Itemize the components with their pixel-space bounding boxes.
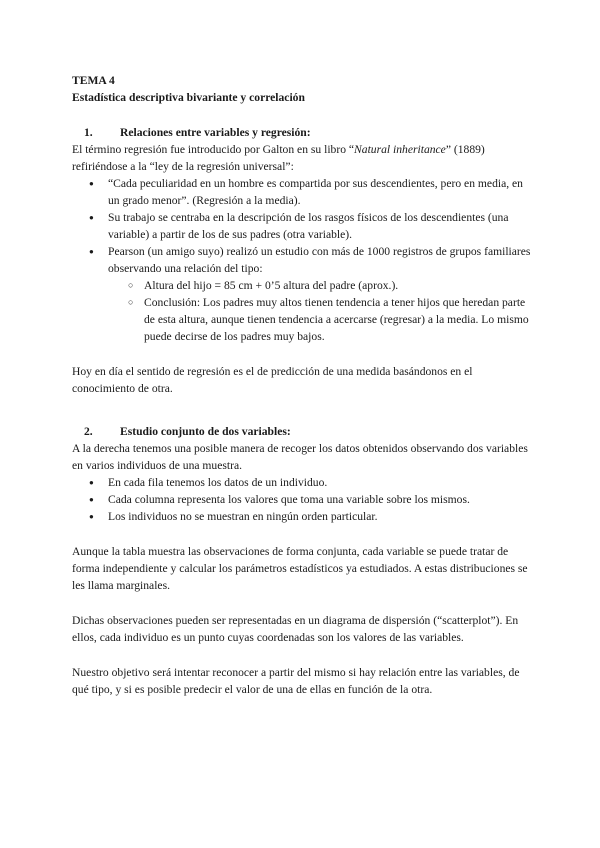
section-2-paragraph-objetivo: Nuestro objetivo será intentar reconocer a partir del mismo si hay relación entre las variables, de qué tipo, y si es posible predecir el valor de una de ellas en función de la otra. xyxy=(72,666,520,696)
list-item: ● “Cada peculiaridad en un hombre es compartida por sus descendientes, pero en media, en un grado menor”. (Regresión a la media). xyxy=(72,175,532,209)
section-2-intro: A la derecha tenemos una posible manera de recoger los datos obtenidos observando dos variables en varios individuos de una muestra. xyxy=(72,442,528,472)
list-item: ● Su trabajo se centraba en la descripción de los rasgos físicos de los descendientes (una variable) a partir de los de sus padres (otra variable). xyxy=(72,209,532,243)
section-1-title: Relaciones entre variables y regresión: xyxy=(120,126,311,139)
section-2-paragraph-marginales: Aunque la tabla muestra las observaciones de forma conjunta, cada variable se puede tratar de forma independiente y calcular los parámetros estadísticos ya estudiados. A estas distribuciones se les llama marginales. xyxy=(72,545,528,592)
section-1-number: 1. xyxy=(84,126,93,139)
list-item: ● Los individuos no se muestran en ningún orden particular. xyxy=(72,508,532,525)
list-item: ● Cada columna representa los valores que toma una variable sobre los mismos. xyxy=(72,491,532,508)
section-1-closing: Hoy en día el sentido de regresión es el de predicción de una medida basándonos en el conocimiento de otra. xyxy=(72,365,473,395)
section-2-number: 2. xyxy=(84,425,93,438)
section-2-bullet-list xyxy=(72,474,532,525)
section-1-heading xyxy=(72,124,532,141)
list-item: ● Pearson (un amigo suyo) realizó un estudio con más de 1000 registros de grupos familiares observando una relación del tipo: ○ Altura del hijo = 85 cm + 0’5 altura del padre (aprox.). ○ Conclusión: Los padres muy altos tienen tendencia a tener hijos que heredan parte de esta altura, aunque tienen tendencia a acercarse (regresar) a la media. Lo mismo puede decirse de los padres muy bajos. xyxy=(72,243,532,345)
section-1-sub-list xyxy=(108,277,532,345)
document-page xyxy=(72,72,532,698)
document-subtitle: Estadística descriptiva bivariante y correlación xyxy=(72,91,305,104)
sub-list-item: ○ Altura del hijo = 85 cm + 0’5 altura del padre (aprox.). xyxy=(72,277,532,294)
list-item: ● En cada fila tenemos los datos de un individuo. xyxy=(72,474,532,491)
book-title: Natural inheritance xyxy=(354,143,446,156)
section-2-title: Estudio conjunto de dos variables: xyxy=(120,425,291,438)
sub-list-item: ○ Conclusión: Los padres muy altos tienen tendencia a tener hijos que heredan parte de esta altura, aunque tienen tendencia a acercarse (regresar) a la media. Lo mismo puede decirse de los padres muy bajos. xyxy=(72,294,532,345)
section-2-heading xyxy=(72,423,532,440)
section-2-paragraph-scatterplot: Dichas observaciones pueden ser representadas en un diagrama de dispersión (“scatterplot”). En ellos, cada individuo es un punto cuyas coordenadas son los valores de las variables. xyxy=(72,614,519,644)
section-1-bullet-list xyxy=(72,175,532,345)
section-1-intro: El término regresión fue introducido por Galton en su libro “Natural inheritance” (1889) refiriéndose a la “ley de la regresión universal”: xyxy=(72,143,485,173)
document-title: TEMA 4 xyxy=(72,74,115,87)
